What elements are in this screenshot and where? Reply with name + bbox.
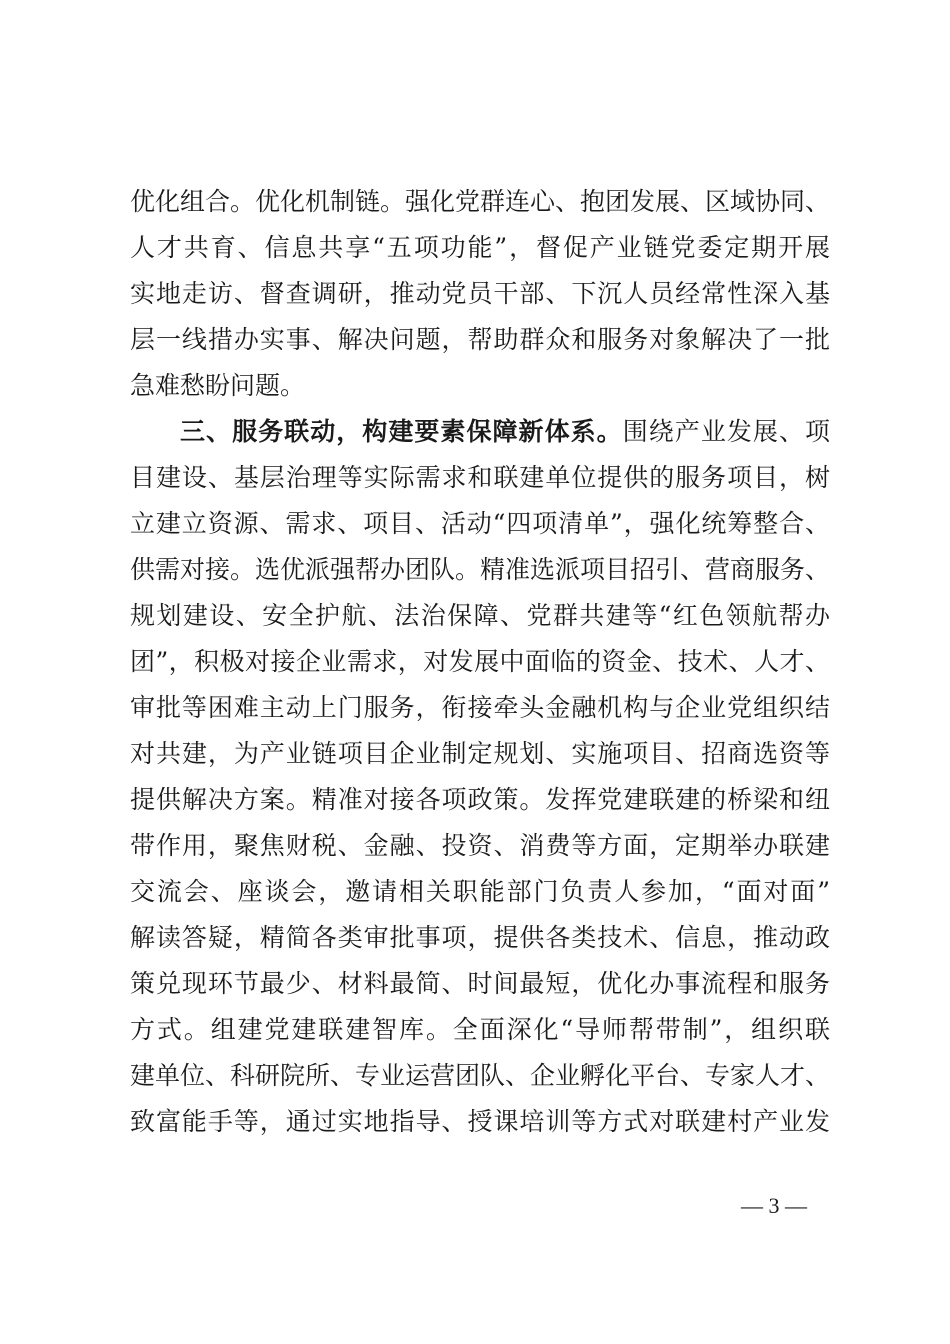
paragraph-2-line-13: 策兑现环节最少、材料最简、时间最短，优化办事流程和服务 bbox=[130, 969, 830, 998]
paragraph-2-line-10: 带作用，聚焦财税、金融、投资、消费等方面，定期举办联建 bbox=[130, 831, 830, 860]
paragraph-1-line-1: 优化组合。优化机制链。强化党群连心、抱团发展、区域协同、 bbox=[130, 187, 831, 216]
paragraph-2-line-5: 规划建设、安全护航、法治保障、党群共建等“红色领航帮办 bbox=[130, 601, 830, 630]
paragraph-2-line-11: 交流会、座谈会，邀请相关职能部门负责人参加，“面对面” bbox=[130, 877, 830, 906]
paragraph-2-line-8: 对共建，为产业链项目企业制定规划、实施项目、招商选资等 bbox=[130, 739, 830, 768]
paragraph-2-line-7: 审批等困难主动上门服务，衔接牵头金融机构与企业党组织结 bbox=[130, 693, 830, 722]
paragraph-1-line-4: 层一线措办实事、解决问题，帮助群众和服务对象解决了一批 bbox=[130, 325, 830, 354]
paragraph-2-line-14: 方式。组建党建联建智库。全面深化“导师帮带制”，组织联 bbox=[130, 1015, 830, 1044]
paragraph-1-line-2: 人才共育、信息共享“五项功能”，督促产业链党委定期开展 bbox=[130, 233, 830, 262]
paragraph-1-line-3: 实地走访、督查调研，推动党员干部、下沉人员经常性深入基 bbox=[130, 279, 830, 308]
paragraph-1-line-5: 急难愁盼问题。 bbox=[130, 371, 306, 400]
page-number: — 3 — bbox=[741, 1193, 807, 1218]
paragraph-2-line-12: 解读答疑，精简各类审批事项，提供各类技术、信息，推动政 bbox=[130, 923, 830, 952]
paragraph-2-line-6: 团”，积极对接企业需求，对发展中面临的资金、技术、人才、 bbox=[130, 647, 830, 676]
paragraph-2-line-3: 立建立资源、需求、项目、活动“四项清单”，强化统筹整合、 bbox=[130, 509, 830, 538]
paragraph-2-line-1-rest: 围绕产业发展、项 bbox=[622, 417, 830, 446]
paragraph-2-line-1 bbox=[180, 415, 830, 449]
paragraph-2-line-4: 供需对接。选优派强帮办团队。精准选派项目招引、营商服务、 bbox=[130, 555, 831, 584]
paragraph-2-line-16: 致富能手等，通过实地指导、授课培训等方式对联建村产业发 bbox=[130, 1107, 830, 1136]
paragraph-2-line-15: 建单位、科研院所、专业运营团队、企业孵化平台、专家人才、 bbox=[130, 1061, 831, 1090]
paragraph-2-line-9: 提供解决方案。精准对接各项政策。发挥党建联建的桥梁和纽 bbox=[130, 785, 830, 814]
paragraph-2-line-2: 目建设、基层治理等实际需求和联建单位提供的服务项目，树 bbox=[130, 463, 830, 492]
section-heading: 三、服务联动，构建要素保障新体系。 bbox=[180, 417, 623, 446]
